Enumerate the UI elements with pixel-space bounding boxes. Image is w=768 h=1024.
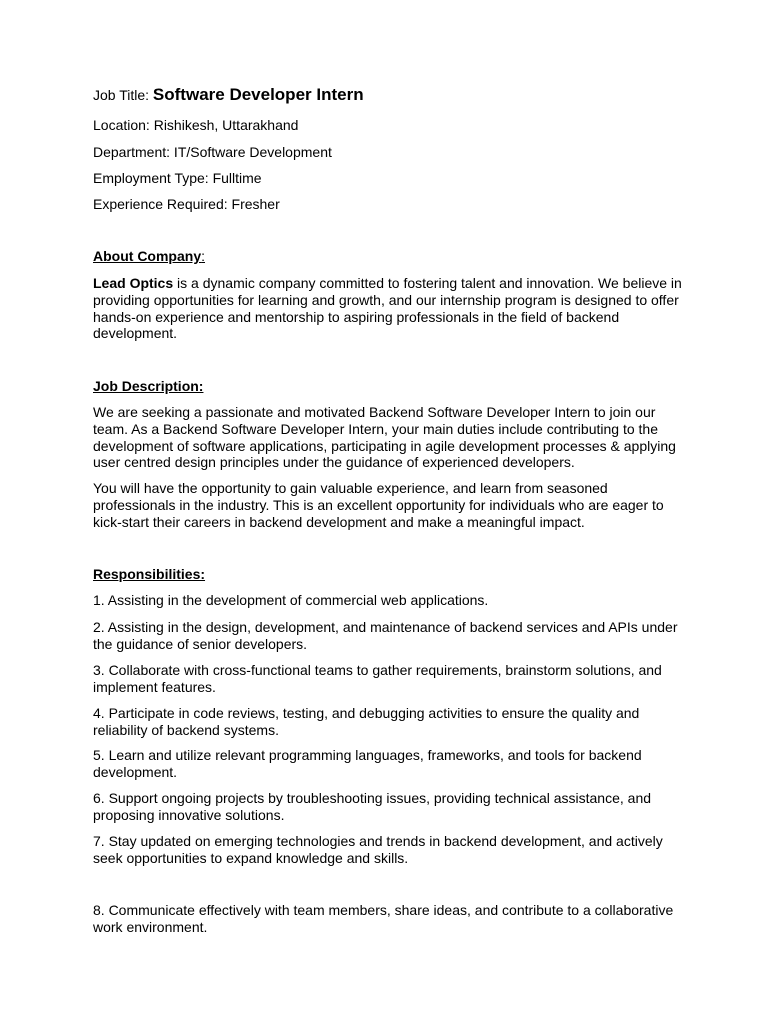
- responsibility-item: 3. Collaborate with cross-functional teams to gather requirements, brainstorm solutions, and implement features.: [93, 662, 662, 695]
- job-title-line: [93, 87, 683, 104]
- about-company-text: is a dynamic company committed to fostering talent and innovation. We believe in providing opportunities for learning and growth, and our internship program is designed to offer hands-on experience and mentorship to aspiring professionals in the field of backend development.: [93, 275, 682, 342]
- job-title-value: Software Developer Intern: [152, 85, 364, 104]
- description-paragraph: We are seeking a passionate and motivated Backend Software Developer Intern to join our team. As a Backend Software Developer Intern, your main duties include contributing to the development of software applications, participating in agile development processes & applying user centred design principles under the guidance of experienced developers.: [93, 404, 676, 471]
- about-company-paragraph: [93, 275, 683, 342]
- job-description-heading: Job Description:: [93, 378, 204, 394]
- company-name: Lead Optics: [93, 275, 174, 291]
- about-company-heading: [93, 248, 683, 265]
- about-company-heading-colon: :: [201, 248, 205, 264]
- location-line: Location: Rishikesh, Uttarakhand: [93, 117, 299, 133]
- description-paragraph: You will have the opportunity to gain valuable experience, and learn from seasoned professionals in the industry. This is an excellent opportunity for individuals who are eager to kick-start their careers in backend development and make a meaningful impact.: [93, 480, 664, 530]
- about-company-heading-text: About Company: [93, 248, 202, 264]
- responsibility-item: 2. Assisting in the design, development, and maintenance of backend services and APIs under the guidance of senior developers.: [93, 619, 678, 652]
- responsibility-item: 6. Support ongoing projects by troubleshooting issues, providing technical assistance, and proposing innovative solutions.: [93, 790, 652, 823]
- responsibility-item: 8. Communicate effectively with team members, share ideas, and contribute to a collaborative work environment.: [93, 902, 674, 935]
- employment-type-line: Employment Type: Fulltime: [93, 170, 262, 186]
- responsibility-item: 7. Stay updated on emerging technologies and trends in backend development, and actively seek opportunities to expand knowledge and skills.: [93, 833, 663, 866]
- responsibilities-heading: Responsibilities:: [93, 566, 206, 582]
- responsibility-item: 1. Assisting in the development of commercial web applications.: [93, 592, 489, 608]
- responsibility-item: 5. Learn and utilize relevant programming languages, frameworks, and tools for backend development.: [93, 747, 642, 780]
- experience-line: Experience Required: Fresher: [93, 196, 280, 212]
- job-title-label: Job Title:: [93, 87, 150, 103]
- responsibility-item: 4. Participate in code reviews, testing, and debugging activities to ensure the quality and reliability of backend systems.: [93, 705, 640, 738]
- department-line: Department: IT/Software Development: [93, 144, 332, 160]
